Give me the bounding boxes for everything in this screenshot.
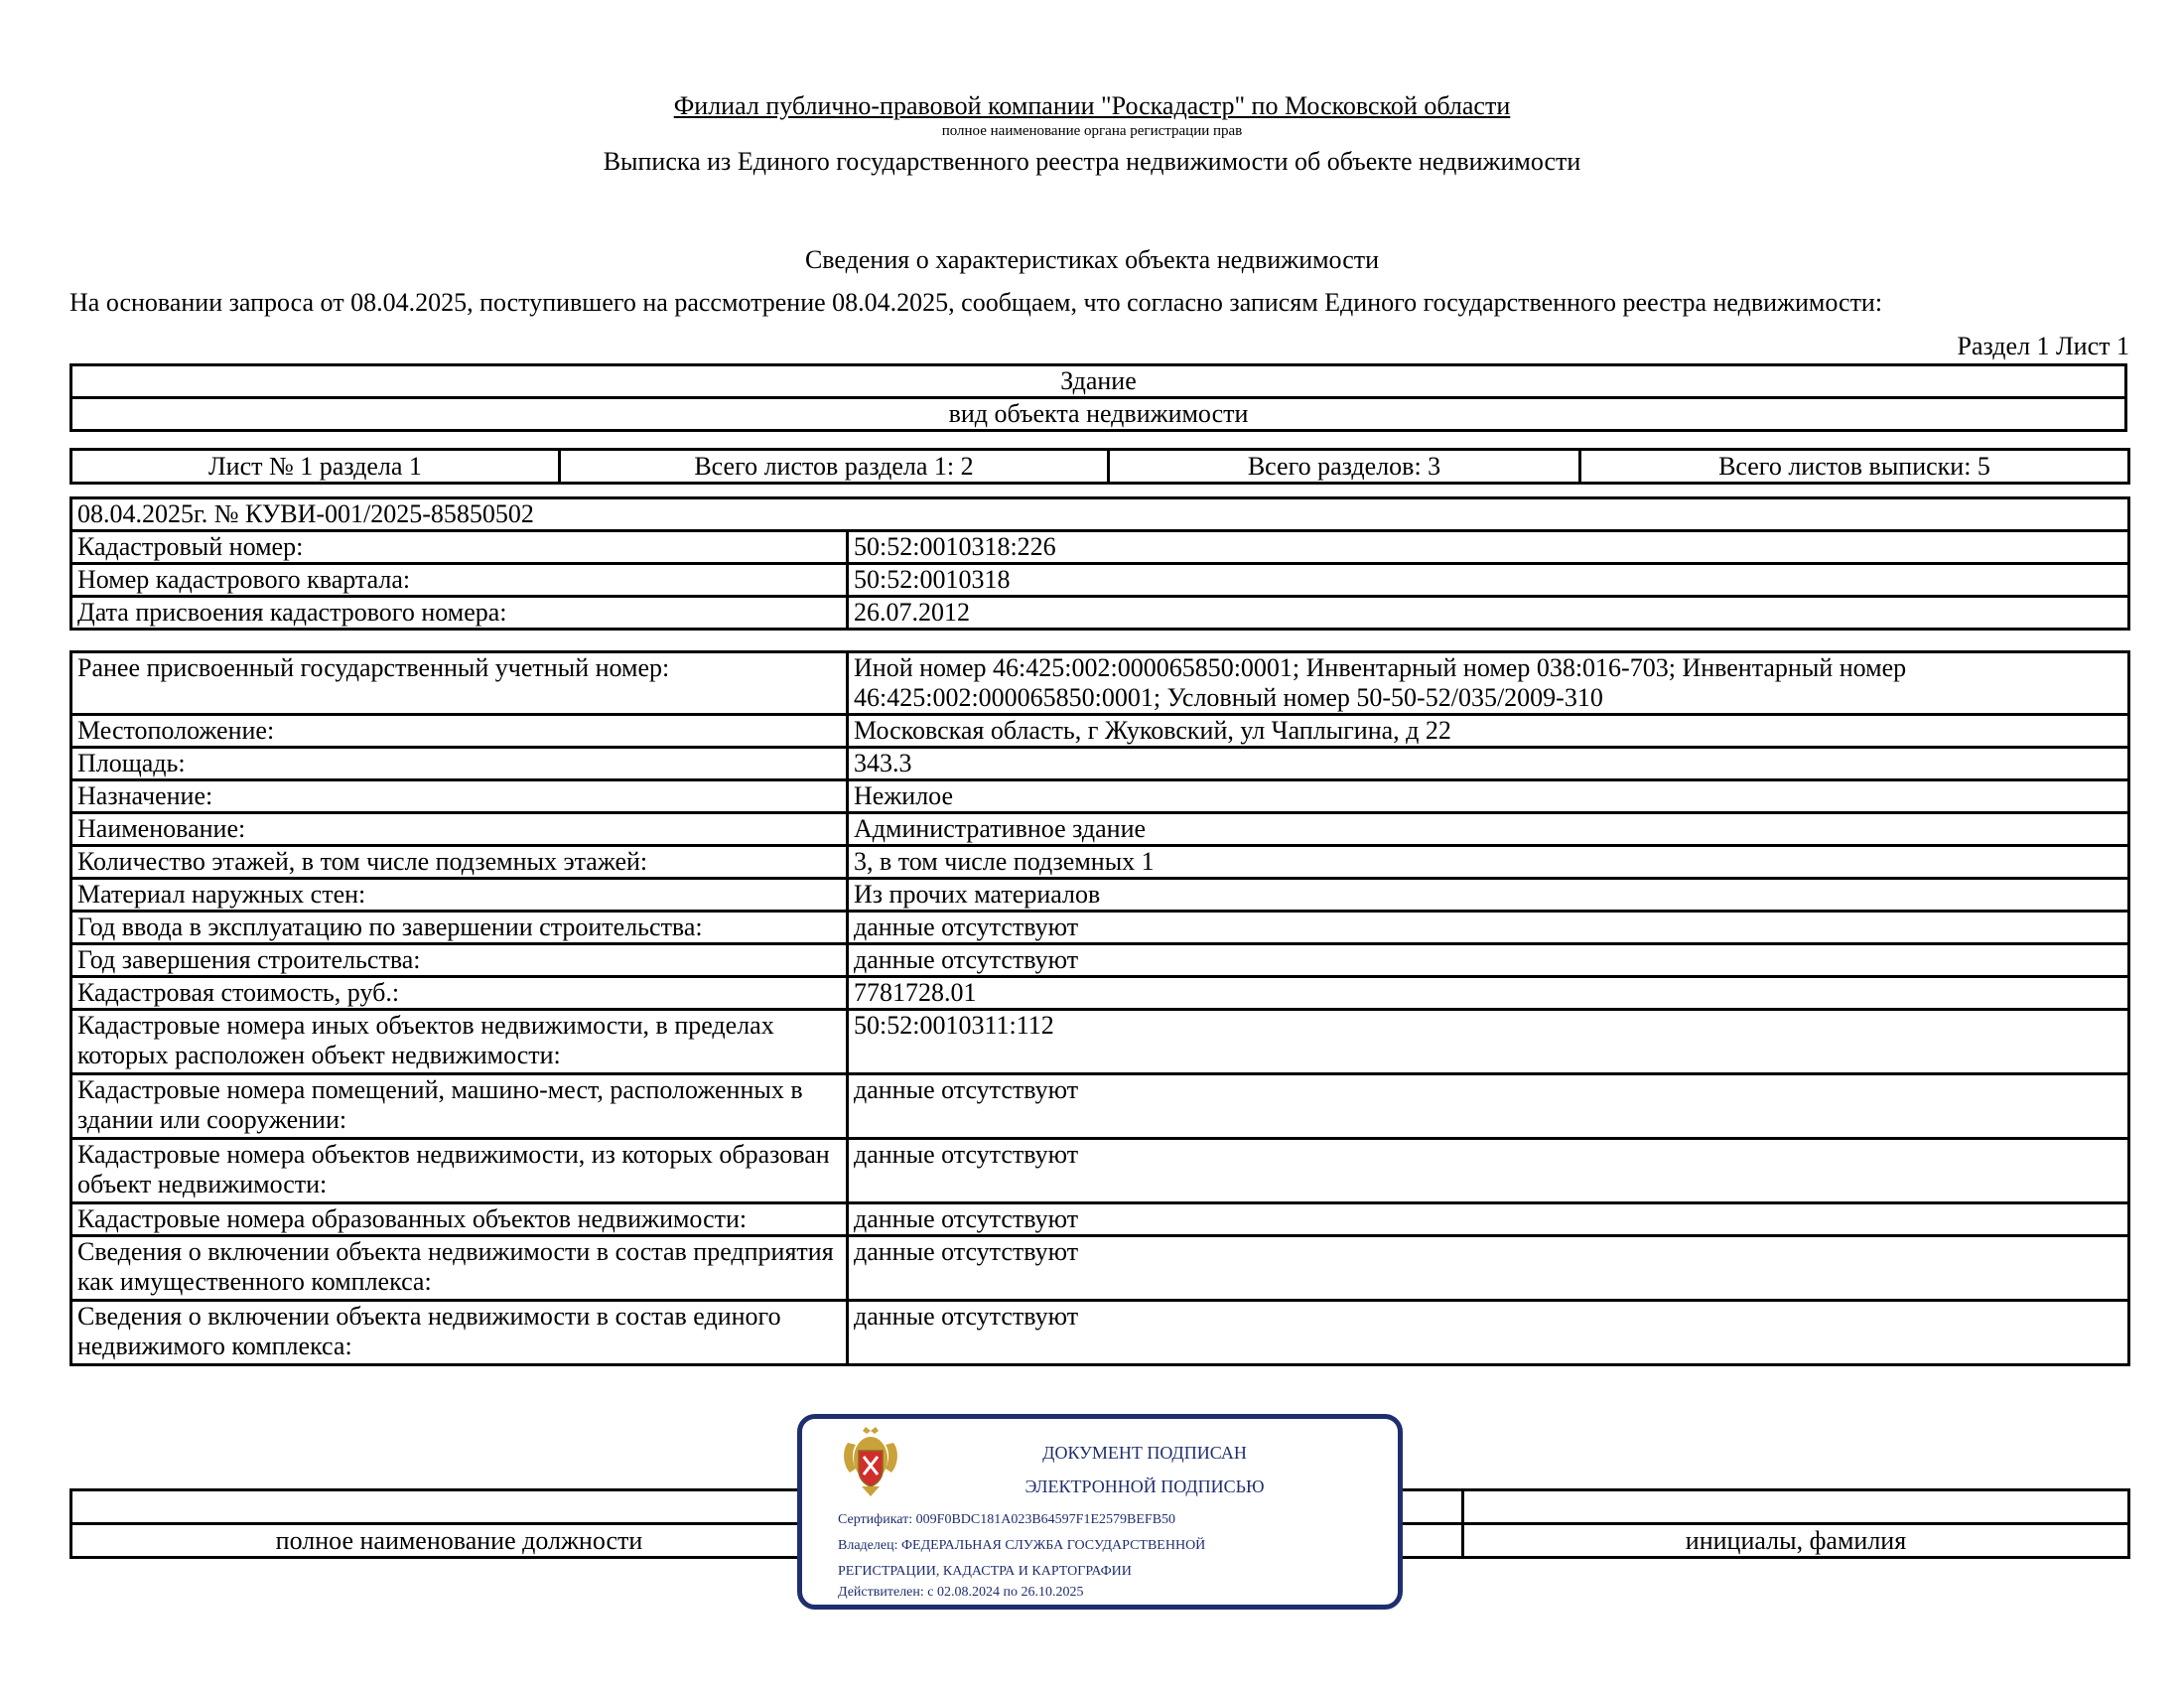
table-row xyxy=(71,879,2129,912)
sheet-number: Лист № 1 раздела 1 xyxy=(71,450,560,484)
sheets-table xyxy=(69,448,2130,485)
row-value: Иной номер 46:425:002:000065850:0001; Инвентарный номер 038:016-703; Инвентарный номер 46:425:002:000065850:0001; Условный номер 50-50-52/035/2009-310 xyxy=(848,652,2129,715)
table-row xyxy=(71,977,2129,1010)
row-value: данные отсутствуют xyxy=(848,1139,2129,1203)
row-value: Административное здание xyxy=(848,813,2129,846)
table-row xyxy=(71,748,2129,780)
row-value: Московская область, г Жуковский, ул Чаплыгина, д 22 xyxy=(848,715,2129,748)
table-row xyxy=(71,1236,2129,1301)
row-value: 343.3 xyxy=(848,748,2129,780)
object-kind-caption: вид объекта недвижимости xyxy=(71,398,2126,431)
row-value: 50:52:0010318 xyxy=(848,564,2129,597)
extract-number: 08.04.2025г. № КУВИ-001/2025-85850502 xyxy=(71,498,2129,531)
properties-table xyxy=(69,650,2130,1366)
row-label: Сведения о включении объекта недвижимости в состав единого недвижимого комплекса: xyxy=(71,1301,848,1365)
table-row xyxy=(71,1074,2129,1139)
row-value: данные отсутствуют xyxy=(848,912,2129,944)
total-sections: Всего разделов: 3 xyxy=(1109,450,1580,484)
row-label: Кадастровые номера иных объектов недвижимости, в пределах которых расположен объект недвижимости: xyxy=(71,1010,848,1074)
row-value: 7781728.01 xyxy=(848,977,2129,1010)
position-field xyxy=(71,1490,848,1524)
table-row xyxy=(71,564,2129,597)
row-label: Местоположение: xyxy=(71,715,848,748)
row-value: данные отсутствуют xyxy=(848,1236,2129,1301)
row-value: данные отсутствуют xyxy=(848,1074,2129,1139)
stamp-owner-line1: Владелец: ФЕДЕРАЛЬНАЯ СЛУЖБА ГОСУДАРСТВЕННОЙ xyxy=(838,1538,1206,1553)
row-value: Нежилое xyxy=(848,780,2129,813)
row-value: данные отсутствуют xyxy=(848,1301,2129,1365)
table-row xyxy=(71,944,2129,977)
row-value: 26.07.2012 xyxy=(848,597,2129,630)
table-row xyxy=(71,1139,2129,1203)
stamp-owner-line2: РЕГИСТРАЦИИ, КАДАСТРА И КАРТОГРАФИИ xyxy=(838,1564,1132,1579)
row-label: Кадастровый номер: xyxy=(71,531,848,564)
row-label: Материал наружных стен: xyxy=(71,879,848,912)
row-label: Площадь: xyxy=(71,748,848,780)
org-name: Филиал публично-правовой компании "Роскадастр" по Московской области xyxy=(673,91,1511,120)
name-caption: инициалы, фамилия xyxy=(1463,1524,2129,1558)
position-caption: полное наименование должности xyxy=(71,1524,848,1558)
stamp-title-line1: ДОКУМЕНТ ПОДПИСАН xyxy=(1042,1443,1247,1463)
row-value: 50:52:0010318:226 xyxy=(848,531,2129,564)
org-caption: полное наименование органа регистрации прав xyxy=(941,123,1243,139)
row-value: Из прочих материалов xyxy=(848,879,2129,912)
row-label: Номер кадастрового квартала: xyxy=(71,564,848,597)
head-table xyxy=(69,496,2130,631)
row-label: Сведения о включении объекта недвижимости в состав предприятия как имущественного комплекса: xyxy=(71,1236,848,1301)
section-sheet-label: Раздел 1 Лист 1 xyxy=(1957,332,2129,360)
row-label: Ранее присвоенный государственный учетный номер: xyxy=(71,652,848,715)
row-value: 50:52:0010311:112 xyxy=(848,1010,2129,1074)
row-label: Год ввода в эксплуатацию по завершении строительства: xyxy=(71,912,848,944)
sheets-in-section: Всего листов раздела 1: 2 xyxy=(560,450,1109,484)
row-label: Кадастровые номера образованных объектов недвижимости: xyxy=(71,1203,848,1236)
row-label: Год завершения строительства: xyxy=(71,944,848,977)
object-kind-value: Здание xyxy=(71,365,2126,398)
row-label: Наименование: xyxy=(71,813,848,846)
stamp-title-line2: ЭЛЕКТРОННОЙ ПОДПИСЬЮ xyxy=(1024,1477,1265,1496)
table-row xyxy=(71,846,2129,879)
stamp-valid: Действителен: с 02.08.2024 по 26.10.2025 xyxy=(838,1585,1084,1600)
total-sheets: Всего листов выписки: 5 xyxy=(1580,450,2129,484)
row-label: Назначение: xyxy=(71,780,848,813)
table-row xyxy=(71,597,2129,630)
document-title: Выписка из Единого государственного реестра недвижимости об объекте недвижимости xyxy=(603,147,1581,176)
table-row xyxy=(71,1203,2129,1236)
electronic-signature-stamp xyxy=(797,1414,1403,1610)
row-label: Количество этажей, в том числе подземных этажей: xyxy=(71,846,848,879)
intro-text: На основании запроса от 08.04.2025, поступившего на рассмотрение 08.04.2025, сообщаем, что согласно записям Единого государственного реестра недвижимости: xyxy=(69,288,1883,317)
table-row xyxy=(71,652,2129,715)
table-row xyxy=(71,912,2129,944)
row-label: Кадастровые номера помещений, машино-мест, расположенных в здании или сооружении: xyxy=(71,1074,848,1139)
row-label: Кадастровые номера объектов недвижимости, из которых образован объект недвижимости: xyxy=(71,1139,848,1203)
row-label: Кадастровая стоимость, руб.: xyxy=(71,977,848,1010)
table-row xyxy=(71,1301,2129,1365)
name-field xyxy=(1463,1490,2129,1524)
table-row xyxy=(71,780,2129,813)
table-row xyxy=(71,531,2129,564)
row-value: данные отсутствуют xyxy=(848,1203,2129,1236)
row-value: данные отсутствуют xyxy=(848,944,2129,977)
table-row xyxy=(71,1010,2129,1074)
object-kind-table xyxy=(69,363,2127,432)
table-row xyxy=(71,715,2129,748)
stamp-certificate: Сертификат: 009F0BDC181A023B64597F1E2579BEFB50 xyxy=(838,1512,1176,1527)
row-value: 3, в том числе подземных 1 xyxy=(848,846,2129,879)
section-title: Сведения о характеристиках объекта недвижимости xyxy=(804,245,1380,274)
table-row xyxy=(71,813,2129,846)
row-label: Дата присвоения кадастрового номера: xyxy=(71,597,848,630)
